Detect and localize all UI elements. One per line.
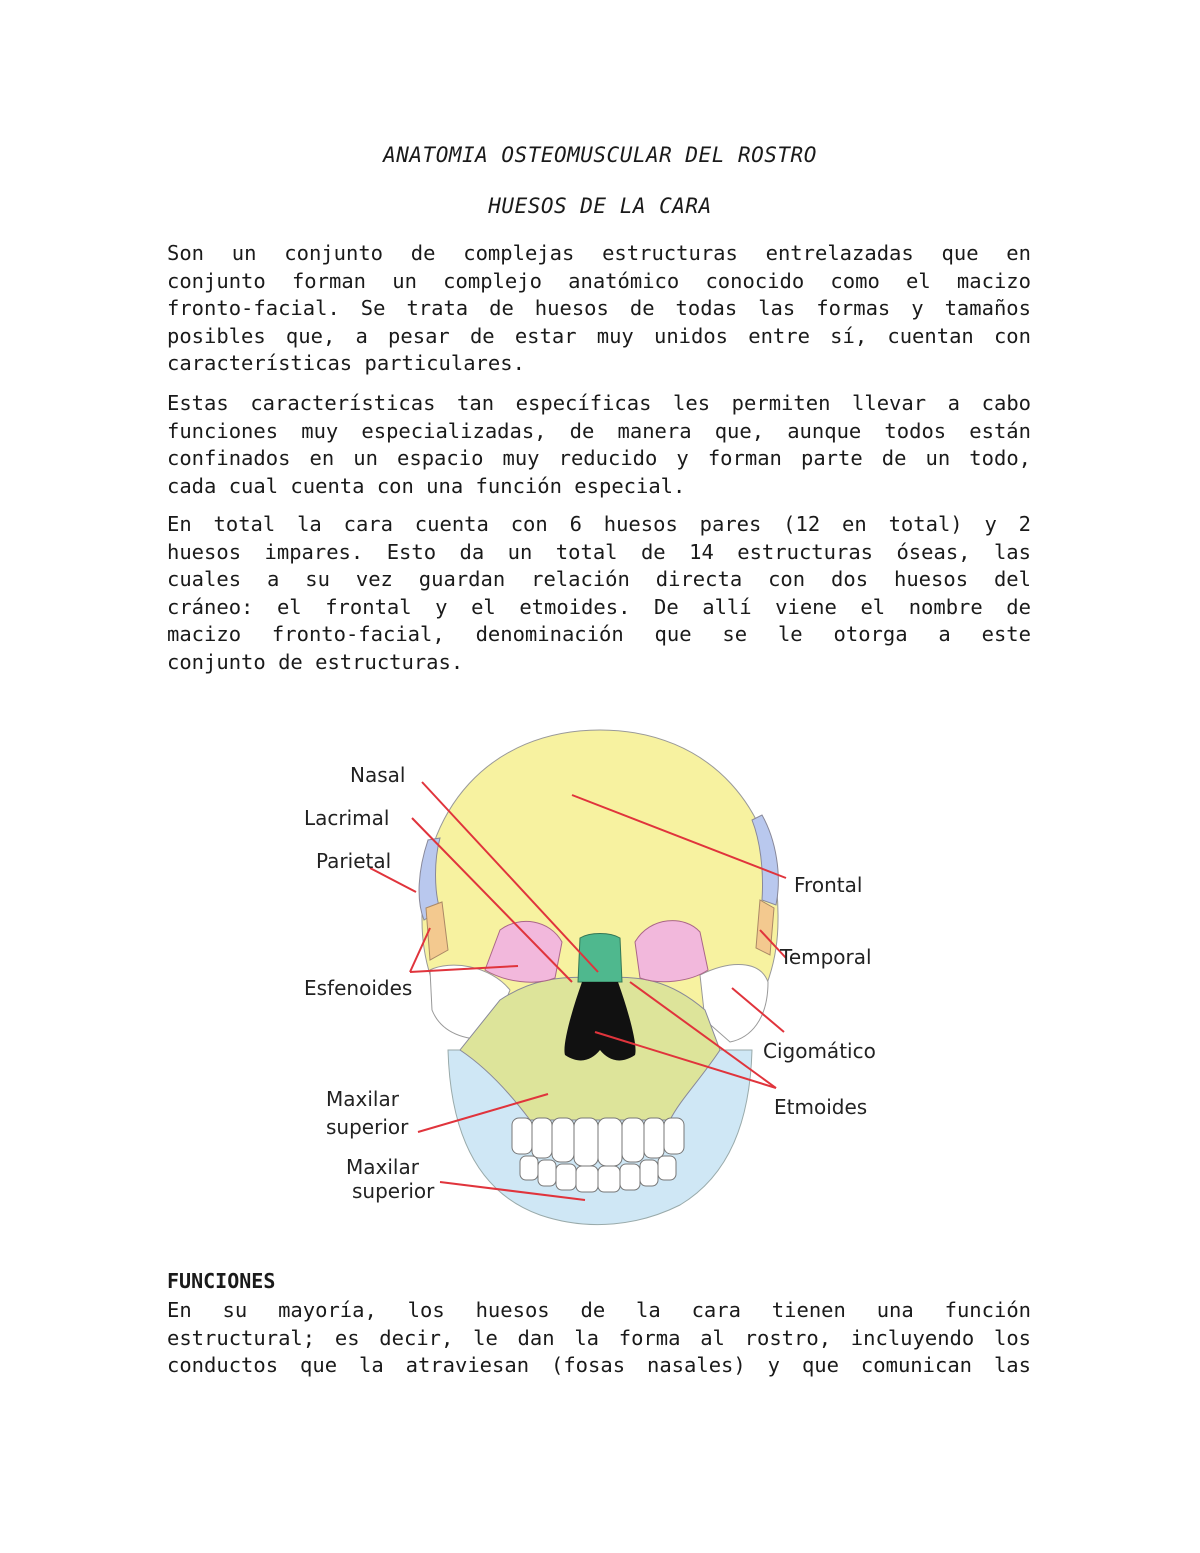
label-cigomatico: Cigomático — [763, 1039, 876, 1063]
label-maxilar-1b: superior — [326, 1115, 409, 1139]
text-line: En su mayoría, los huesos de la cara tienen una función — [167, 1298, 1031, 1322]
label-etmoides: Etmoides — [774, 1095, 868, 1119]
orbit-right-shape — [635, 921, 708, 982]
text-line: cráneo: el frontal y el etmoides. De allí viene el nombre de — [167, 594, 1031, 619]
text-line: conjunto de estructuras. — [167, 649, 464, 674]
text-line: En total la cara cuenta con 6 huesos pares (12 en total) y 2 — [167, 512, 1031, 536]
text-line: conjunto forman un complejo anatómico conocido como el macizo — [167, 268, 1031, 293]
skull-diagram — [300, 720, 900, 1230]
label-maxilar-1a: Maxilar — [326, 1087, 399, 1111]
document-subtitle: HUESOS DE LA CARA — [488, 194, 712, 218]
paragraph-features — [167, 390, 1031, 500]
text-line: estructural; es decir, le dan la forma al rostro, incluyendo los — [167, 1325, 1031, 1350]
label-frontal: Frontal — [794, 873, 863, 897]
text-line: características particulares. — [167, 351, 525, 375]
label-nasal: Nasal — [350, 763, 406, 787]
label-parietal: Parietal — [316, 849, 392, 873]
document-title: ANATOMIA OSTEOMUSCULAR DEL ROSTRO — [383, 143, 817, 167]
label-maxilar-2b: superior — [352, 1179, 435, 1203]
paragraph-intro — [167, 240, 1031, 378]
label-maxilar-2a: Maxilar — [346, 1155, 419, 1179]
paragraph-funciones — [167, 1297, 1031, 1380]
text-line: posibles que, a pesar de estar muy unidos entre sí, cuentan con — [167, 323, 1031, 348]
section-heading-funciones: FUNCIONES — [167, 1269, 276, 1293]
text-line: fronto-facial. Se trata de huesos de todas las formas y tamaños — [167, 296, 1031, 320]
label-lacrimal: Lacrimal — [304, 806, 390, 830]
text-line: Estas características tan específicas les permiten llevar a cabo — [167, 391, 1031, 415]
skull-illustration — [300, 720, 900, 1230]
teeth-group — [512, 1118, 684, 1192]
text-line: Son un conjunto de complejas estructuras entrelazadas que en — [167, 241, 1031, 265]
paragraph-total — [167, 511, 1031, 676]
text-line: macizo fronto-facial, denominación que se le otorga a este — [167, 622, 1031, 646]
label-esfenoides: Esfenoides — [304, 976, 413, 1000]
text-line: cuales a su vez guardan relación directa con dos huesos del — [167, 567, 1031, 591]
text-line: confinados en un espacio muy reducido y forman parte de un todo, — [167, 446, 1031, 470]
text-line: huesos impares. Esto da un total de 14 estructuras óseas, las — [167, 539, 1031, 564]
text-line: conductos que la atraviesan (fosas nasales) y que comunican las — [167, 1353, 1031, 1377]
label-temporal: Temporal — [780, 945, 872, 969]
text-line: cada cual cuenta con una función especial. — [167, 473, 686, 498]
text-line: funciones muy especializadas, de manera que, aunque todos están — [167, 418, 1031, 443]
